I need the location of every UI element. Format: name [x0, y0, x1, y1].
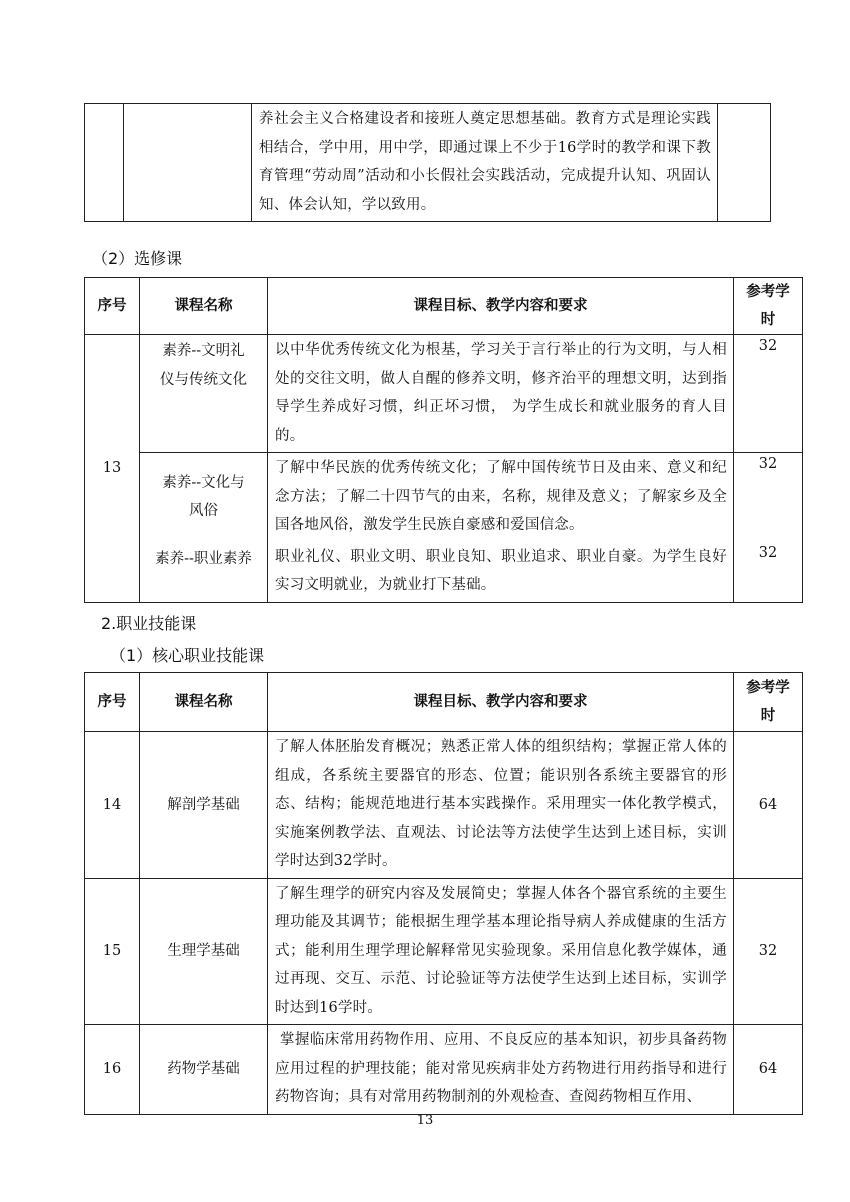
course-no: 16 — [85, 1025, 140, 1115]
cell-no — [85, 104, 124, 222]
cell-content — [268, 732, 734, 879]
section-heading-vocational: 2.职业技能课 — [101, 614, 197, 633]
course-content: 了解生理学的研究内容及发展简史；掌握人体各个器官系统的主要生理功能及其调节；能根据生理学基本理论指导病人养成健康的生活方式；能利用生理学理论解释常见实验现象。采用信息化教学媒体，通过再现、交互、示范、讨论验证等方法使学生达到上述目标，实训学时达到16学时。 — [275, 885, 727, 1016]
course-hours: 32 — [734, 542, 803, 603]
course-hours: 32 — [734, 878, 803, 1025]
course-name: 素养--文明礼仪与传统文化 — [140, 335, 268, 453]
course-content: 了解中华民族的优秀传统文化；了解中国传统节日及由来、意义和纪念方法；了解二十四节气的由来，名称，规律及意义；了解家乡及全国各地风俗，激发学生民族自豪感和爱国信念。 — [275, 460, 727, 533]
course-no: 15 — [85, 878, 140, 1025]
header-no: 序号 — [85, 673, 140, 732]
continuation-table — [84, 103, 771, 222]
course-name: 素养--文化与风俗 — [140, 453, 268, 542]
header-no: 序号 — [85, 278, 140, 335]
course-hours: 64 — [734, 1025, 803, 1115]
course-content: 以中华优秀传统文化为根基，学习关于言行举止的行为文明，与人相处的交往文明，做人自醒的修养文明，修齐治平的理想文明，达到指导学生养成好习惯，纠正坏习惯， 为学生成长和就业服务的育人目的。 — [275, 342, 727, 444]
course-hours: 32 — [734, 453, 803, 542]
header-name: 课程名称 — [140, 278, 268, 335]
header-content: 课程目标、教学内容和要求 — [268, 278, 734, 335]
course-name: 药物学基础 — [140, 1025, 268, 1115]
course-no: 14 — [85, 732, 140, 879]
course-hours: 64 — [734, 732, 803, 879]
course-no: 13 — [85, 335, 140, 603]
header-name: 课程名称 — [140, 673, 268, 732]
header-hours: 参考学时 — [734, 278, 803, 335]
course-content: 养社会主义合格建设者和接班人奠定思想基础。教育方式是理论实践相结合，学中用，用中学，即通过课上不少于16学时的教学和课下教育管理“劳动周”活动和小长假社会实践活动，完成提升认知、巩固认知、体会认知，学以致用。 — [259, 111, 711, 213]
core-table — [84, 672, 803, 1115]
course-name: 解剖学基础 — [140, 732, 268, 879]
section-heading-core: （1）核心职业技能课 — [110, 646, 265, 665]
course-content: 掌握临床常用药物作用、应用、不良反应的基本知识，初步具备药物应用过程的护理技能；能对常见疾病非处方药物进行用药指导和进行药物咨询；具有对常用药物制剂的外观检查、查阅药物相互作用、 — [275, 1032, 727, 1105]
cell-hours — [718, 104, 771, 222]
elective-table — [84, 277, 803, 603]
header-content: 课程目标、教学内容和要求 — [268, 673, 734, 732]
course-content: 了解人体胚胎发育概况；熟悉正常人体的组织结构；掌握正常人体的组成，各系统主要器官的形态、位置；能识别各系统主要器官的形态、结构；能规范地进行基本实践操作。采用理实一体化教学模式，实施案例教学法、直观法、讨论法等方法使学生达到上述目标，实训学时达到32学时。 — [275, 739, 727, 869]
course-content: 职业礼仪、职业文明、职业良知、职业追求、职业自豪。为学生良好实习文明就业，为就业打下基础。 — [275, 548, 727, 593]
course-name: 生理学基础 — [140, 878, 268, 1025]
cell-name — [124, 104, 252, 222]
cell-content — [268, 1025, 734, 1115]
course-hours: 32 — [734, 335, 803, 453]
section-heading-elective: （2）选修课 — [92, 249, 183, 268]
cell-content — [268, 878, 734, 1025]
cell-content — [268, 453, 734, 542]
cell-content — [252, 104, 718, 222]
cell-content — [268, 542, 734, 603]
header-hours: 参考学时 — [734, 673, 803, 732]
cell-content — [268, 335, 734, 453]
page-number: 13 — [416, 1113, 434, 1128]
course-name: 素养--职业素养 — [140, 542, 268, 603]
